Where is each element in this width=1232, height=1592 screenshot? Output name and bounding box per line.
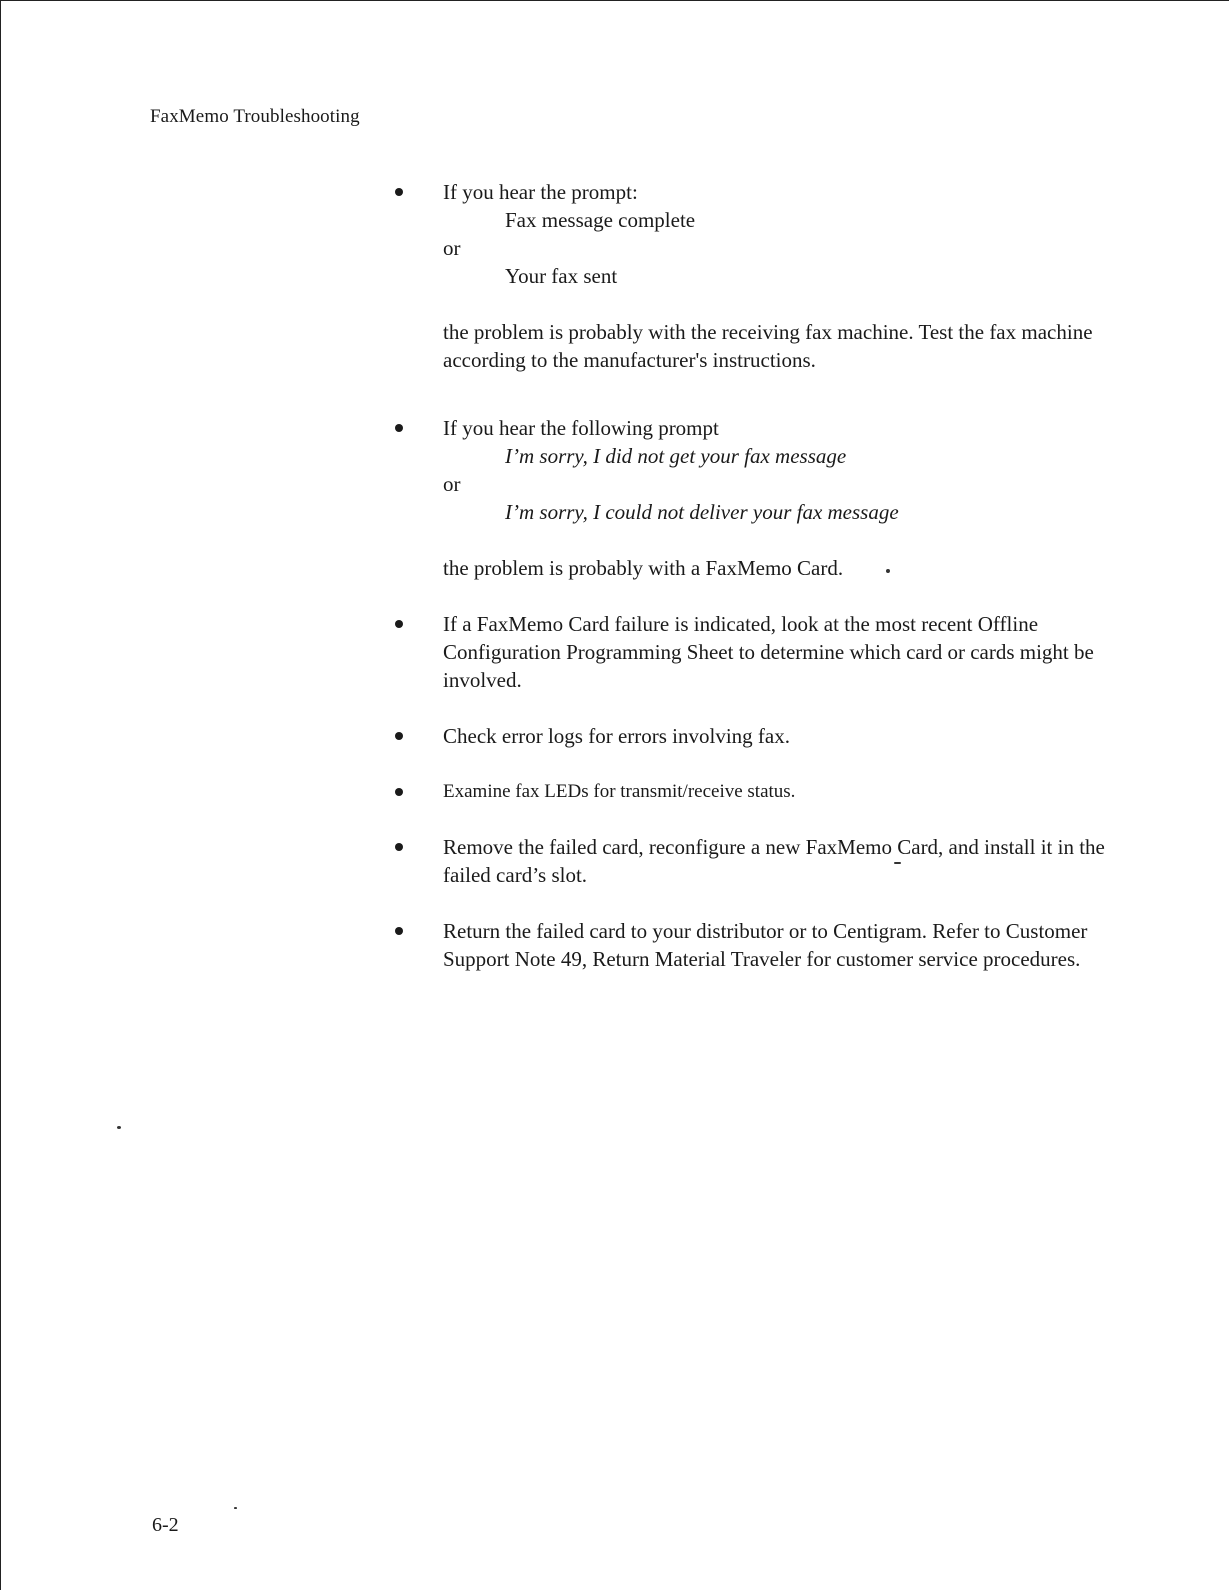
bullet-icon — [395, 620, 403, 628]
page-number: 6-2 — [152, 1514, 179, 1536]
bullet-icon — [395, 843, 403, 851]
list-item — [443, 178, 1123, 374]
prompt-text: I’m sorry, I did not get your fax message — [505, 444, 847, 468]
list-item — [443, 778, 1123, 806]
bullet-icon — [395, 788, 403, 796]
bullet-text: Check error logs for errors involving fax. — [443, 724, 790, 748]
scan-speck — [886, 569, 890, 573]
bullet-intro: If you hear the following prompt — [443, 416, 719, 440]
list-item — [443, 610, 1123, 694]
bullet-text: Return the failed card to your distributor or to Centigram. Refer to Customer Support Note 49, Return Material Traveler for customer service procedures. — [443, 919, 1088, 971]
bullet-text: If a FaxMemo Card failure is indicated, look at the most recent Offline Configuration Programming Sheet to determine which card or cards might be involved. — [443, 612, 1094, 692]
bullet-conclusion: the problem is probably with a FaxMemo Card. — [443, 556, 844, 580]
bullet-text: Examine fax LEDs for transmit/receive status. — [443, 781, 796, 802]
scan-speck — [117, 1126, 121, 1129]
troubleshooting-list — [443, 178, 1123, 973]
connector-text: or — [443, 472, 461, 496]
bullet-text: Remove the failed card, reconfigure a new FaxMemo Card, and install it in the failed card’s slot. — [443, 835, 1105, 887]
running-header: FaxMemo Troubleshooting — [150, 106, 360, 127]
scan-speck — [894, 862, 901, 864]
bullet-intro: If you hear the prompt: — [443, 180, 638, 204]
list-item — [443, 917, 1123, 973]
bullet-conclusion: the problem is probably with the receiving fax machine. Test the fax machine according to the manufacturer's instructions. — [443, 320, 1093, 372]
bullet-icon — [395, 188, 403, 196]
prompt-text: I’m sorry, I could not deliver your fax message — [505, 500, 899, 524]
list-item — [443, 833, 1123, 889]
bullet-icon — [395, 732, 403, 740]
connector-text: or — [443, 236, 461, 260]
scan-speck — [234, 1507, 237, 1509]
prompt-text: Your fax sent — [505, 264, 618, 288]
list-item — [443, 414, 1123, 582]
bullet-icon — [395, 927, 403, 935]
prompt-text: Fax message complete — [505, 208, 696, 232]
bullet-icon — [395, 424, 403, 432]
list-item — [443, 722, 1123, 750]
